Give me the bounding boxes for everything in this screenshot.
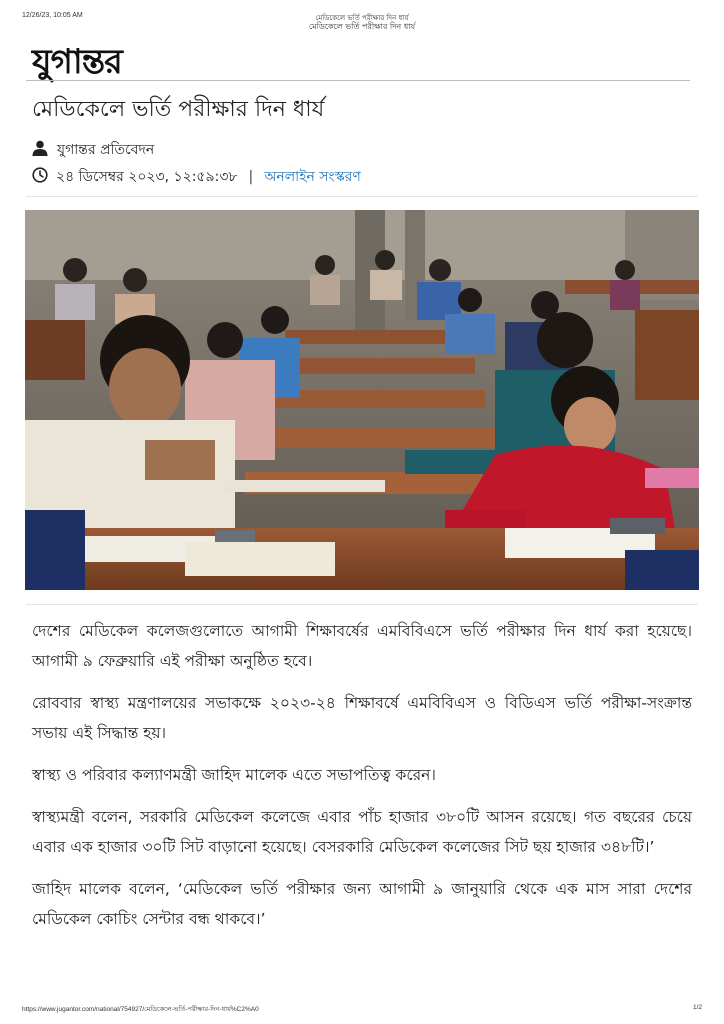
site-logo[interactable]: যুগান্তর [32, 42, 122, 82]
user-icon [32, 140, 48, 160]
masthead-divider [26, 80, 690, 81]
article-paragraph-1: দেশের মেডিকেল কলেজগুলোতে আগামী শিক্ষাবর্ষের এমবিবিএসে ভর্তি পরীক্ষার দিন ধার্য করা হয়েছে। আগামী ৯ ফেব্রুয়ারি এই পরীক্ষা অনুষ্ঠিত হবে। [32, 622, 692, 670]
photo-divider [26, 604, 698, 605]
article-paragraph-3: স্বাস্থ্য ও পরিবার কল্যাণমন্ত্রী জাহিদ মালেক এতে সভাপতিত্ব করেন। [32, 766, 436, 784]
article-headline: মেডিকেলে ভর্তি পরীক্ষার দিন ধার্য [32, 97, 325, 122]
byline [32, 138, 154, 162]
author-name[interactable]: যুগান্তর প্রতিবেদন [57, 142, 155, 158]
clock-icon [32, 167, 48, 187]
edition-link[interactable]: অনলাইন সংস্করণ [264, 169, 361, 185]
article-paragraph-2: রোববার স্বাস্থ্য মন্ত্রণালয়ের সভাকক্ষে ২০২৩-২৪ শিক্ষাবর্ষে এমবিবিএস ও বিডিএস ভর্তি পরীক্ষা-সংক্রান্ত সভায় এই সিদ্ধান্ত হয়। [32, 694, 692, 742]
article-paragraph-5: জাহিদ মালেক বলেন, ‘মেডিকেল ভর্তি পরীক্ষার জন্য আগামী ৯ জানুয়ারি থেকে এক মাস সারা দেশের মেডিকেল কোচিং সেন্টার বন্ধ থাকবে।’ [32, 880, 692, 928]
header-divider [26, 196, 698, 197]
publish-datetime: ২৪ ডিসেম্বর ২০২৩, ১২:৫৯:৩৮ [56, 169, 238, 185]
article-photo [25, 210, 699, 590]
print-datetime: 12/26/23, 10:05 AM [22, 12, 83, 19]
dateline-separator: | [248, 169, 254, 185]
print-page-title: মেডিকেলে ভর্তি পরীক্ষার দিন ধার্য [315, 14, 409, 22]
article-body [32, 616, 692, 946]
article-paragraph-4: স্বাস্থ্যমন্ত্রী বলেন, সরকারি মেডিকেল কলেজে এবার পাঁচ হাজার ৩৮০টি আসন রয়েছে। গত বছরের চেয়ে এবার এক হাজার ৩০টি সিট বাড়ানো হয়েছে। বেসরকারি মেডিকেল কলেজের সিট ছয় হাজার ৩৪৮টি।’ [32, 808, 692, 856]
print-page-subtitle: মেডিকেলে ভর্তি পরীক্ষার দিন ধার্য [308, 22, 416, 31]
print-page-number: 1/2 [692, 1004, 702, 1011]
dateline [32, 165, 361, 189]
print-footer-url: https://www.jugantor.com/national/754927/মেডিকেলে-ভর্তি-পরীক্ষার-দিন-ধার্য%C2%A0 [22, 1006, 259, 1013]
